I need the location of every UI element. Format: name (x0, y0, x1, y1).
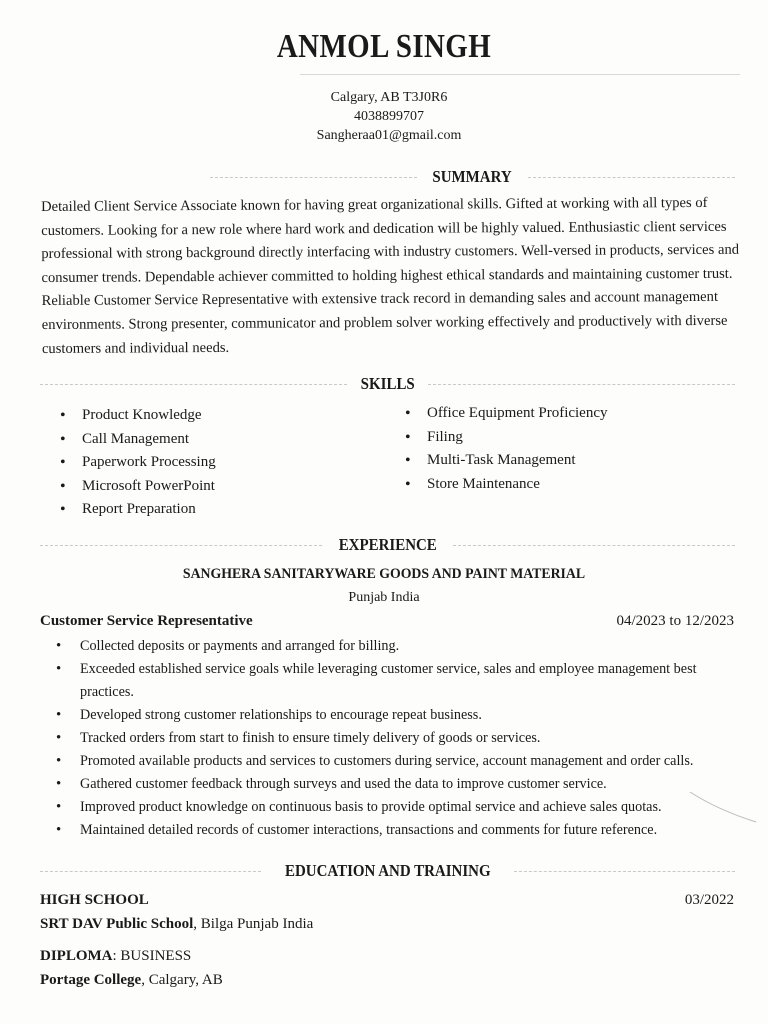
skills-list-right (405, 402, 608, 496)
pen-mark (688, 788, 758, 828)
summary-line: environments. Strong presenter, communicator and problem solver working effectively and productively with diverse (41, 312, 728, 333)
duty-item: • Tracked orders from start to finish to ensure timely delivery of goods or services. (56, 727, 726, 750)
summary-line: Reliable Customer Service Representative with extensive track record in demanding sales and account management (41, 289, 719, 310)
summary-line: customers. Looking for a new role where hard work and dedication will be highly valued. Enthusiastic client services (41, 218, 727, 239)
skills-heading (40, 374, 735, 394)
school-place: , Bilga Punjab India (193, 916, 314, 932)
divider (528, 177, 735, 178)
duties-list (56, 635, 726, 842)
skill-item: • Paperwork Processing (60, 451, 216, 475)
duty-item: • Developed strong customer relationships to encourage repeat business. (56, 704, 726, 727)
section-title: SKILLS (360, 374, 415, 393)
summary-heading (40, 167, 735, 187)
summary-line: consumer trends. Dependable achiever committed to holding highest ethical standards and maintaining customer trust. (41, 265, 733, 286)
divider (514, 871, 735, 872)
skills-list-left (60, 404, 216, 522)
education-date: 03/2022 (684, 892, 734, 908)
job-dates: 04/2023 to 12/2023 (616, 613, 734, 629)
skill-item: • Product Knowledge (60, 404, 216, 428)
summary-text (41, 192, 742, 361)
skill-item: • Office Equipment Proficiency (405, 402, 608, 426)
skill-item: • Microsoft PowerPoint (60, 475, 216, 499)
degree-field: : BUSINESS (112, 948, 192, 964)
school-line-2 (40, 972, 734, 989)
divider (40, 545, 322, 546)
degree: DIPLOMA (40, 948, 113, 964)
degree: HIGH SCHOOL (40, 892, 149, 908)
company-name: SANGHERA SANITARYWARE GOODS AND PAINT MATERIAL (182, 566, 586, 582)
candidate-name: ANMOL SINGH (276, 28, 492, 65)
experience-heading (40, 535, 735, 555)
duty-item: • Exceeded established service goals while leveraging customer service, sales and employee management best practices. (56, 658, 726, 704)
job-title: Customer Service Representative (40, 613, 253, 629)
duty-item: • Maintained detailed records of customer interactions, transactions and comments for future reference. (56, 819, 726, 842)
education-entry-1 (40, 892, 734, 909)
duty-item: • Collected deposits or payments and arranged for billing. (56, 635, 726, 658)
summary-line: Detailed Client Service Associate known for having great organizational skills. Gifted at working with all types of (41, 194, 708, 215)
role-line (40, 613, 734, 630)
education-entry-2 (40, 948, 734, 965)
section-title: EXPERIENCE (338, 535, 437, 554)
summary-line: customers and individual needs. (41, 339, 230, 357)
skill-item: • Filing (405, 426, 608, 450)
phone: 4038899707 (354, 109, 424, 124)
skill-item: • Report Preparation (60, 498, 216, 522)
divider (210, 177, 417, 178)
summary-line: professional with strong background directly interfacing with industry customers. Well-versed in products, services and (41, 241, 740, 263)
divider (40, 871, 261, 872)
divider (40, 384, 347, 385)
duty-item: • Gathered customer feedback through surveys and used the data to improve customer service. (56, 773, 726, 796)
school-place: , Calgary, AB (141, 972, 223, 988)
email: Sangheraa01@gmail.com (316, 128, 462, 143)
divider (428, 384, 735, 385)
school-name: Portage College (40, 972, 142, 988)
skill-item: • Multi-Task Management (405, 449, 608, 473)
name-divider (300, 74, 740, 75)
education-heading (40, 861, 735, 881)
skill-item: • Store Maintenance (405, 473, 608, 497)
duty-item: • Improved product knowledge on continuous basis to provide optimal service and achieve sales quotas. (56, 796, 726, 819)
duty-item: • Promoted available products and services to customers during service, account management and order calls. (56, 750, 726, 773)
school-line-1 (40, 916, 734, 933)
school-name: SRT DAV Public School (40, 916, 194, 932)
skill-item: • Call Management (60, 428, 216, 452)
divider (453, 545, 735, 546)
address: Calgary, AB T3J0R6 (330, 90, 448, 105)
contact-block (0, 88, 768, 145)
company-location: Punjab India (348, 590, 420, 605)
section-title: SUMMARY (432, 167, 513, 186)
section-title: EDUCATION AND TRAINING (284, 861, 491, 880)
